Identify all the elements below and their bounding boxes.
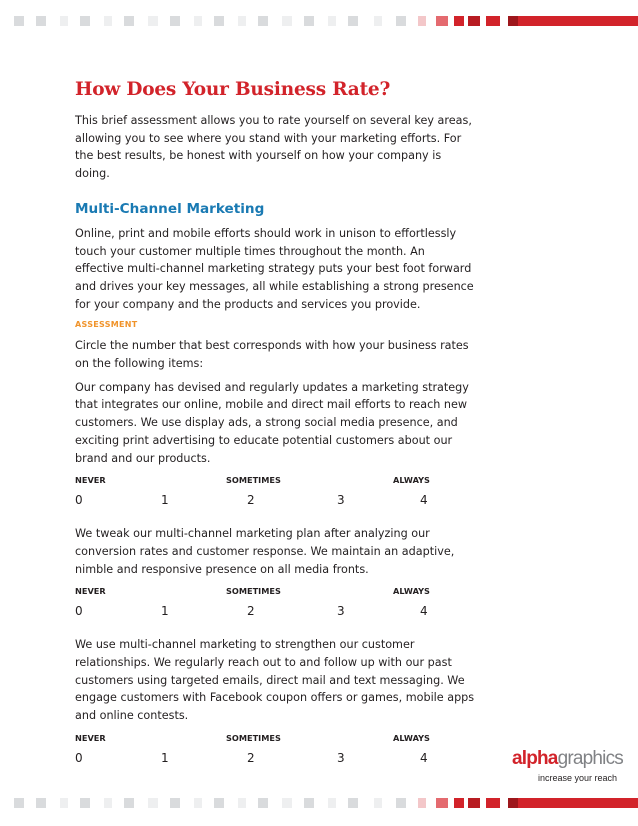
rating-option-1[interactable]: 1 [161,493,169,508]
assessment-instructions: Circle the number that best corresponds with how your business rates on the following items: [75,339,469,371]
rating-scale-labels [75,586,475,598]
rating-option-1[interactable]: 1 [161,604,169,619]
assessment-item-text: Our company has devised and regularly updates a marketing strategy that integrates our online, mobile and direct mail efforts to reach new customers. We use display ads, a strong social media presence, and exciting print advertising to educate potential customers about our brand and our products. [75,380,469,465]
scale-label-always: ALWAYS [393,732,430,743]
rating-option-4[interactable]: 4 [420,750,428,765]
assessment-document [75,78,475,769]
assessment-item-text: We use multi-channel marketing to strengthen our customer relationships. We regularly reach out to and follow up with our past customers using targeted emails, direct mail and text messaging. We engage customers with Facebook coupon offers or games, mobile apps and online contests. [75,638,475,723]
bottom-decorative-stripe [0,798,638,808]
assessment-item [75,636,475,769]
page-title: How Does Your Business Rate? [75,79,391,100]
rating-option-1[interactable]: 1 [161,750,169,765]
section-title: Multi-Channel Marketing [75,200,265,217]
rating-scale-labels [75,733,475,745]
rating-option-2[interactable]: 2 [247,493,255,508]
assessment-item [75,379,475,512]
rating-options [75,493,475,511]
assessment-label: ASSESSMENT [75,320,138,330]
logo-word-alpha: alpha [511,748,558,769]
rating-option-4[interactable]: 4 [420,493,428,508]
rating-option-4[interactable]: 4 [420,604,428,619]
logo-wordmark [512,748,623,770]
rating-scale-labels [75,475,475,487]
rating-option-3[interactable]: 3 [337,604,345,619]
logo-tagline: increase your reach [537,773,617,783]
rating-option-2[interactable]: 2 [247,750,255,765]
rating-option-0[interactable]: 0 [75,604,83,619]
scale-label-always: ALWAYS [393,586,430,597]
scale-label-never: NEVER [75,586,106,597]
section-description: Online, print and mobile efforts should work in unison to effortlessly touch your customer multiple times throughout the month. An effective multi-channel marketing strategy puts your best foot forward and drives your key messages, all while establishing a strong presence for your company and the products and services you provide. [75,226,474,311]
rating-options [75,604,475,622]
rating-option-3[interactable]: 3 [337,493,345,508]
rating-option-3[interactable]: 3 [337,750,345,765]
scale-label-always: ALWAYS [393,475,430,486]
rating-options [75,751,475,769]
intro-paragraph: This brief assessment allows you to rate yourself on several key areas, allowing you to see where you stand with your marketing efforts. For the best results, be honest with yourself on how your company is doing. [75,114,472,181]
scale-label-sometimes: SOMETIMES [226,475,281,486]
rating-option-2[interactable]: 2 [247,604,255,619]
scale-label-sometimes: SOMETIMES [226,732,281,743]
scale-label-never: NEVER [75,732,106,743]
alphagraphics-logo [511,748,623,788]
scale-label-never: NEVER [75,475,106,486]
assessment-item [75,525,475,622]
assessment-item-text: We tweak our multi-channel marketing plan after analyzing our conversion rates and customer response. We maintain an adaptive, nimble and responsive presence on all media fronts. [75,527,455,576]
logo-word-graphics: graphics [557,748,623,769]
top-decorative-stripe [0,16,638,26]
scale-label-sometimes: SOMETIMES [226,586,281,597]
rating-option-0[interactable]: 0 [75,493,83,508]
rating-option-0[interactable]: 0 [75,750,83,765]
